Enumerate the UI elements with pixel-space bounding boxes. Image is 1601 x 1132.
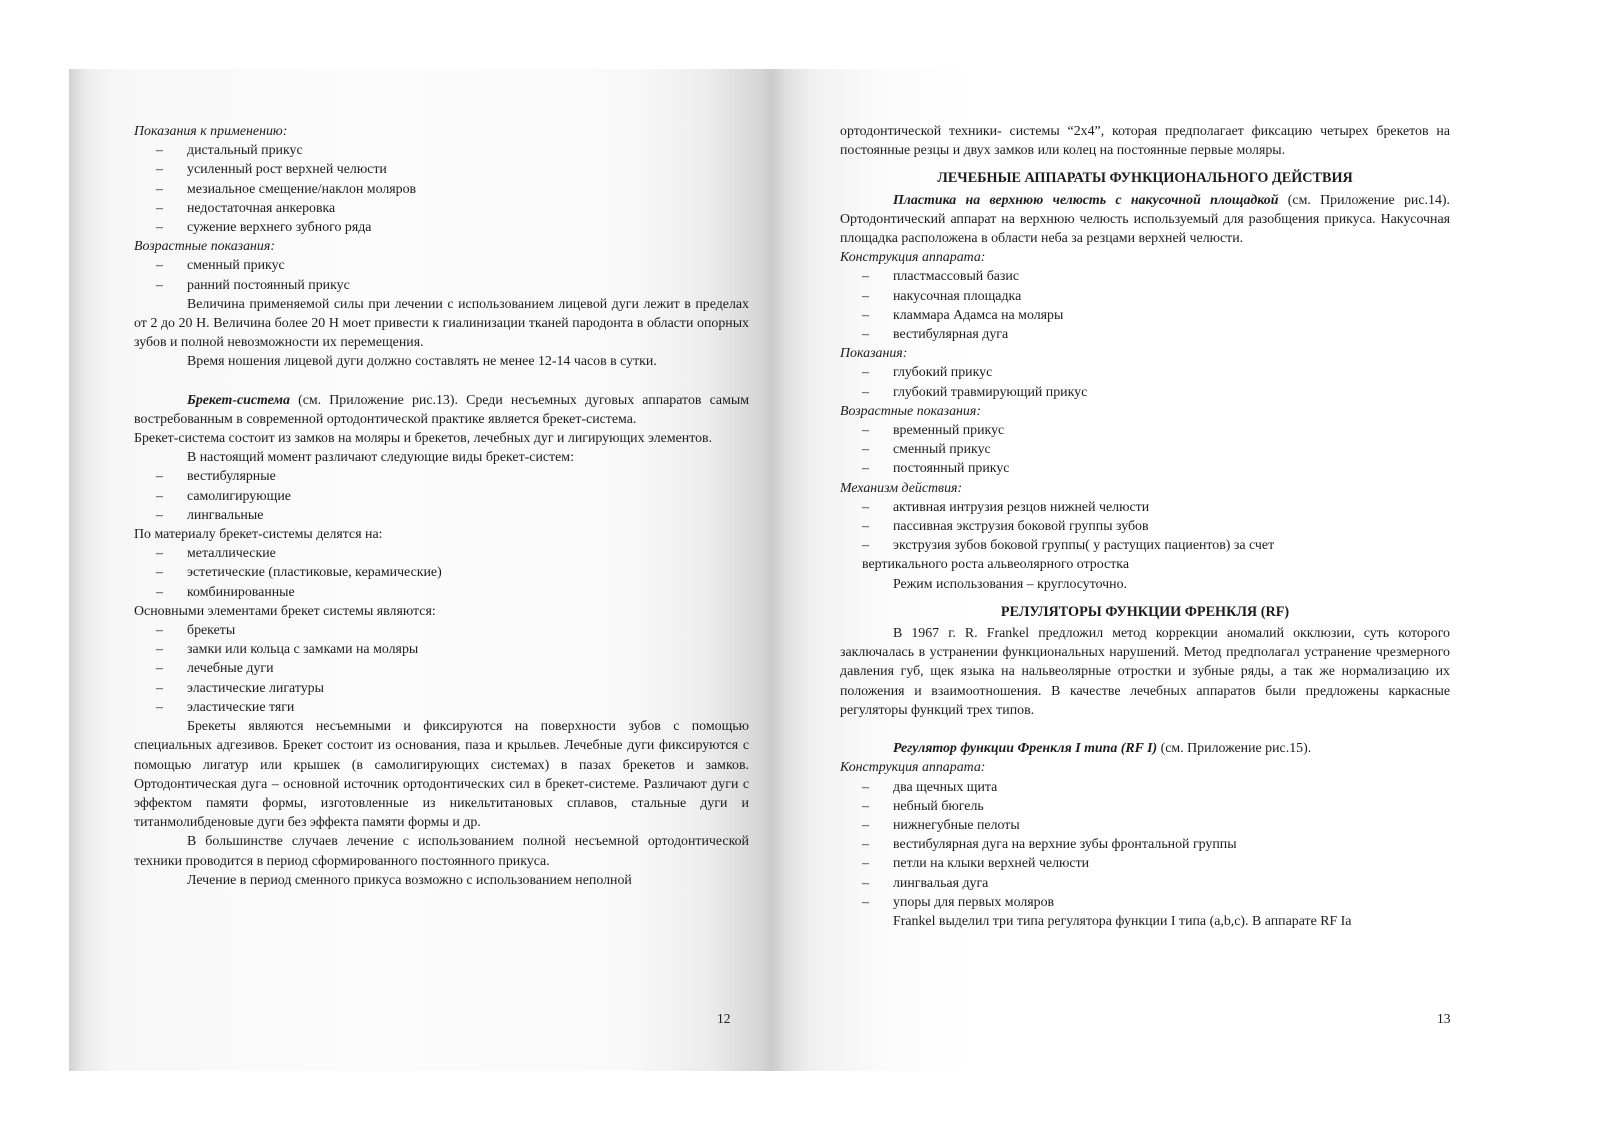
heading-age-indications-right: Возрастные показания:	[840, 403, 981, 419]
heading-indications: Показания к применению:	[134, 124, 288, 139]
list-item: – глубокий травмирующий прикус	[840, 383, 1450, 402]
list-item: – пассивная экструзия боковой группы зубов	[840, 517, 1450, 536]
paragraph-brace-consist: Брекет-система состоит из замков на моляры и брекетов, лечебных дуг и лигирующих элементов.	[134, 431, 713, 447]
paragraph-force: Величина применяемой силы при лечении с использованием лицевой дуги лежит в пределах от 2 до 20 Н. Величина более 20 Н моет привести к гиалинизации тканей пародонта в области опорных зубов и полной невозможности их перемещения.	[134, 296, 749, 351]
list-item: – петли на клыки верхней челюсти	[840, 854, 1450, 873]
left-page	[69, 69, 771, 1071]
list-item: – временный прикус	[840, 421, 1450, 440]
list-item: – постоянный прикус	[840, 459, 1450, 478]
paragraph-brace-system	[134, 391, 749, 429]
list-item: – экструзия зубов боковой группы( у растущих пациентов) за счет	[840, 536, 1450, 555]
paragraph-frankel: В 1967 г. R. Frankel предложил метод коррекции аномалий окклюзии, суть которого заключалась в устранении функциональных нарушений. Метод предполагал устранение чрезмерного давления губ, щек языка на нальвеолярные отростки и зубные ряды, а так же нормализацию их положения и взаимоотношения. В качестве лечебных аппаратов были предложены каркасные регуляторы функций трех типов.	[840, 626, 1450, 718]
list-item: – эстетические (пластиковые, керамические)	[134, 563, 749, 582]
term-rf1: Регулятор функции Френкля I типа (RF I)	[893, 741, 1158, 757]
list-item: – кламмара Адамса на моляры	[840, 306, 1450, 325]
paragraph-material: По материалу брекет-системы делятся на:	[134, 527, 383, 543]
paragraph-elements: Основными элементами брекет системы являются:	[134, 603, 436, 619]
heading-age-indications: Возрастные показания:	[134, 239, 275, 255]
paragraph-wear-time: Время ношения лицевой дуги должно составлять не менее 12-14 часов в сутки.	[187, 354, 657, 370]
section-title-functional: ЛЕЧЕБНЫЕ АППАРАТЫ ФУНКЦИОНАЛЬНОГО ДЕЙСТВИЯ	[937, 170, 1353, 187]
list-item: – небный бюгель	[840, 797, 1450, 816]
list-item: – дистальный прикус	[134, 141, 749, 160]
right-page	[771, 69, 1504, 1071]
term-plate: Пластика на верхнюю челюсть с накусочной площадкой	[893, 192, 1279, 208]
list-item: – глубокий прикус	[840, 363, 1450, 382]
paragraph-mixed-dentition: Лечение в период сменного прикуса возможно с использованием неполной	[187, 872, 632, 888]
list-materials	[134, 544, 749, 602]
mechanism-continuation: вертикального роста альвеолярного отростка	[862, 557, 1129, 573]
list-item: – металлические	[134, 544, 749, 563]
list-age-indications	[134, 256, 749, 294]
term-brace-system: Брекет-система	[187, 392, 290, 408]
heading-construction-rf1: Конструкция аппарата:	[840, 760, 986, 776]
list-item: – эластические тяги	[134, 698, 749, 717]
list-item: – два щечных щита	[840, 778, 1450, 797]
list-brace-kinds	[134, 467, 749, 525]
page-number-right: 13	[1437, 1011, 1451, 1026]
list-age-right	[840, 421, 1450, 479]
list-item: – упоры для первых моляров	[840, 893, 1450, 912]
right-text-column	[840, 122, 1450, 931]
list-item: – вестибулярные	[134, 467, 749, 486]
paragraph-continuation: ортодонтической техники- системы “2х4”, которая предполагает фиксацию четырех брекетов на постоянные резцы и двух замков или колец на постоянные первые моляры.	[840, 124, 1450, 159]
list-item: – вестибулярная дуга	[840, 325, 1450, 344]
brace-system-text: (см. Приложение рис.13). Среди несъемных дуговых аппаратов самым востребованным в современной ортодонтической практике является брекет-система.	[134, 392, 749, 427]
section-title-frankel: РЕЛУЛЯТОРЫ ФУНКЦИИ ФРЕНКЛЯ (RF)	[1000, 603, 1290, 620]
list-item: – нижнегубные пелоты	[840, 816, 1450, 835]
list-item: – сужение верхнего зубного ряда	[134, 218, 749, 237]
paragraph-rf1	[840, 739, 1450, 758]
list-item: – эластические лигатуры	[134, 679, 749, 698]
list-item: – пластмассовый базис	[840, 267, 1450, 286]
list-item: – активная интрузия резцов нижней челюсти	[840, 498, 1450, 517]
list-item: – вестибулярная дуга на верхние зубы фронтальной группы	[840, 835, 1450, 854]
list-item: – сменный прикус	[840, 440, 1450, 459]
list-item: – сменный прикус	[134, 256, 749, 275]
rf1-text: (см. Приложение рис.15).	[1157, 741, 1312, 757]
paragraph-brace-kinds: В настоящий момент различают следующие виды брекет-систем:	[187, 450, 574, 466]
list-indications-right	[840, 363, 1450, 401]
paragraph-mode: Режим использования – круглосуточно.	[893, 576, 1128, 592]
list-item: – лечебные дуги	[134, 659, 749, 678]
list-item: – усиленный рост верхней челюсти	[134, 160, 749, 179]
list-construction	[840, 267, 1450, 344]
paragraph-majority: В большинстве случаев лечение с использованием полной несъемной ортодонтической техники проводится в период сформированного постоянного прикуса.	[134, 834, 749, 869]
paragraph-brackets: Брекеты являются несъемными и фиксируются на поверхности зубов с помощью специальных адгезивов. Брекет состоит из основания, паза и крыльев. Лечебные дуги фиксируются с помощью лигатур или крышек (в самолигирующих системах) в пазах брекетов и замков. Ортодонтическая дуга – основной источник ортодонтических сил в брекет-системе. Различают дуги с эффектом памяти формы, изготовленные из никельтитановых сплавов, стальные дуги и титанмолибденовые дуги без эффекта памяти формы и др.	[134, 719, 749, 831]
list-item: – брекеты	[134, 621, 749, 640]
list-item: – лингвальая дуга	[840, 874, 1450, 893]
plate-text: (см. Приложение рис.14). Ортодонтический аппарат на верхнюю челюсть используемый для разобщения прикуса. Накусочная площадка расположена в области неба за резцами верхней челюсти.	[840, 192, 1450, 247]
list-item: – накусочная площадка	[840, 287, 1450, 306]
paragraph-frankel-types: Frankel выделил три типа регулятора функции I типа (a,b,c). В аппарате RF Ia	[893, 913, 1352, 929]
heading-indications-right: Показания:	[840, 346, 908, 362]
left-text-column	[134, 122, 749, 890]
list-item: – мезиальное смещение/наклон моляров	[134, 180, 749, 199]
list-mechanism	[840, 498, 1450, 556]
paragraph-plate	[840, 191, 1450, 249]
list-item: – самолигирующие	[134, 487, 749, 506]
list-item: – комбинированные	[134, 583, 749, 602]
list-item: – лингвальные	[134, 506, 749, 525]
list-indications	[134, 141, 749, 237]
list-elements	[134, 621, 749, 717]
list-item: – недостаточная анкеровка	[134, 199, 749, 218]
list-construction-rf1	[840, 778, 1450, 912]
heading-mechanism: Механизм действия:	[840, 480, 963, 496]
list-item: – ранний постоянный прикус	[134, 276, 749, 295]
page-number-left: 12	[717, 1011, 731, 1026]
heading-construction: Конструкция аппарата:	[840, 250, 986, 266]
list-item: – замки или кольца с замками на моляры	[134, 640, 749, 659]
